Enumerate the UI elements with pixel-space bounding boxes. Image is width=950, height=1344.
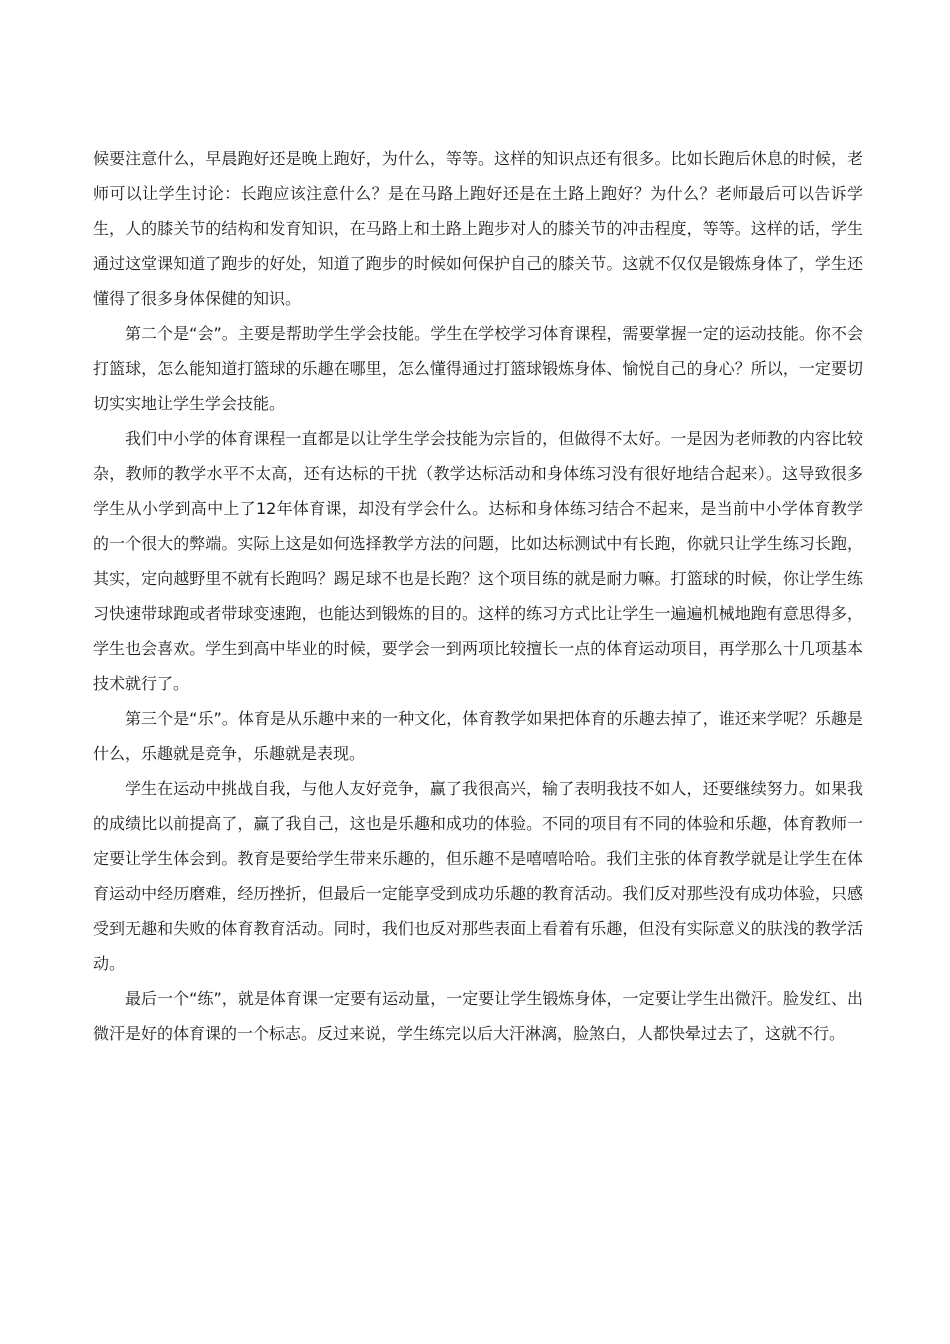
paragraph-continued-running-tips: 候要注意什么，早晨跑好还是晚上跑好，为什么，等等。这样的知识点还有很多。比如长跑后休息的时候，老师可以让学生讨论：长跑应该注意什么？是在马路上跑好还是在土路上跑好？为什么？老师最后可以告诉学生，人的膝关节的结构和发育知识，在马路上和土路上跑步对人的膝关节的冲击程度，等等。这样的话，学生通过这堂课知道了跑步的好处，知道了跑步的时候如何保护自己的膝关节。这就不仅仅是锻炼身体了，学生还懂得了很多身体保健的知识。 [93,149,863,308]
paragraph-third-joy: 第三个是“乐”。体育是从乐趣中来的一种文化，体育教学如果把体育的乐趣去掉了，谁还来学呢？乐趣是什么，乐趣就是竞争，乐趣就是表现。 [93,709,863,763]
document-body [93,141,863,1051]
paragraph-challenge-self: 学生在运动中挑战自我，与他人友好竞争，赢了我很高兴，输了表明我技不如人，还要继续努力。如果我的成绩比以前提高了，赢了我自己，这也是乐趣和成功的体验。不同的项目有不同的体验和乐趣，体育教师一定要让学生体会到。教育是要给学生带来乐趣的，但乐趣不是嘻嘻哈哈。我们主张的体育教学就是让学生在体育运动中经历磨难，经历挫折，但最后一定能享受到成功乐趣的教育活动。我们反对那些没有成功体验，只感受到无趣和失败的体育教育活动。同时，我们也反对那些表面上看着有乐趣，但没有实际意义的肤浅的教学活动。 [93,779,863,973]
paragraph-last-practice: 最后一个“练”，就是体育课一定要有运动量，一定要让学生锻炼身体，一定要让学生出微汗。脸发红、出微汗是好的体育课的一个标志。反过来说，学生练完以后大汗淋漓，脸煞白，人都快晕过去了，这就不行。 [93,989,863,1043]
paragraph-pe-curriculum: 我们中小学的体育课程一直都是以让学生学会技能为宗旨的，但做得不太好。一是因为老师教的内容比较杂，教师的教学水平不太高，还有达标的干扰（教学达标活动和身体练习没有很好地结合起来）。这导致很多学生从小学到高中上了12年体育课，却没有学会什么。达标和身体练习结合不起来，是当前中小学体育教学的一个很大的弊端。实际上这是如何选择教学方法的问题，比如达标测试中有长跑，你就只让学生练习长跑，其实，定向越野里不就有长跑吗？踢足球不也是长跑？这个项目练的就是耐力嘛。打篮球的时候，你让学生练习快速带球跑或者带球变速跑，也能达到锻炼的目的。这样的练习方式比让学生一遍遍机械地跑有意思得多，学生也会喜欢。学生到高中毕业的时候，要学会一到两项比较擅长一点的体育运动项目，再学那么十几项基本技术就行了。 [93,429,863,693]
paragraph-second-skill: 第二个是“会”。主要是帮助学生学会技能。学生在学校学习体育课程，需要掌握一定的运动技能。你不会打篮球，怎么能知道打篮球的乐趣在哪里，怎么懂得通过打篮球锻炼身体、愉悦自己的身心？所以，一定要切切实实地让学生学会技能。 [93,324,863,413]
